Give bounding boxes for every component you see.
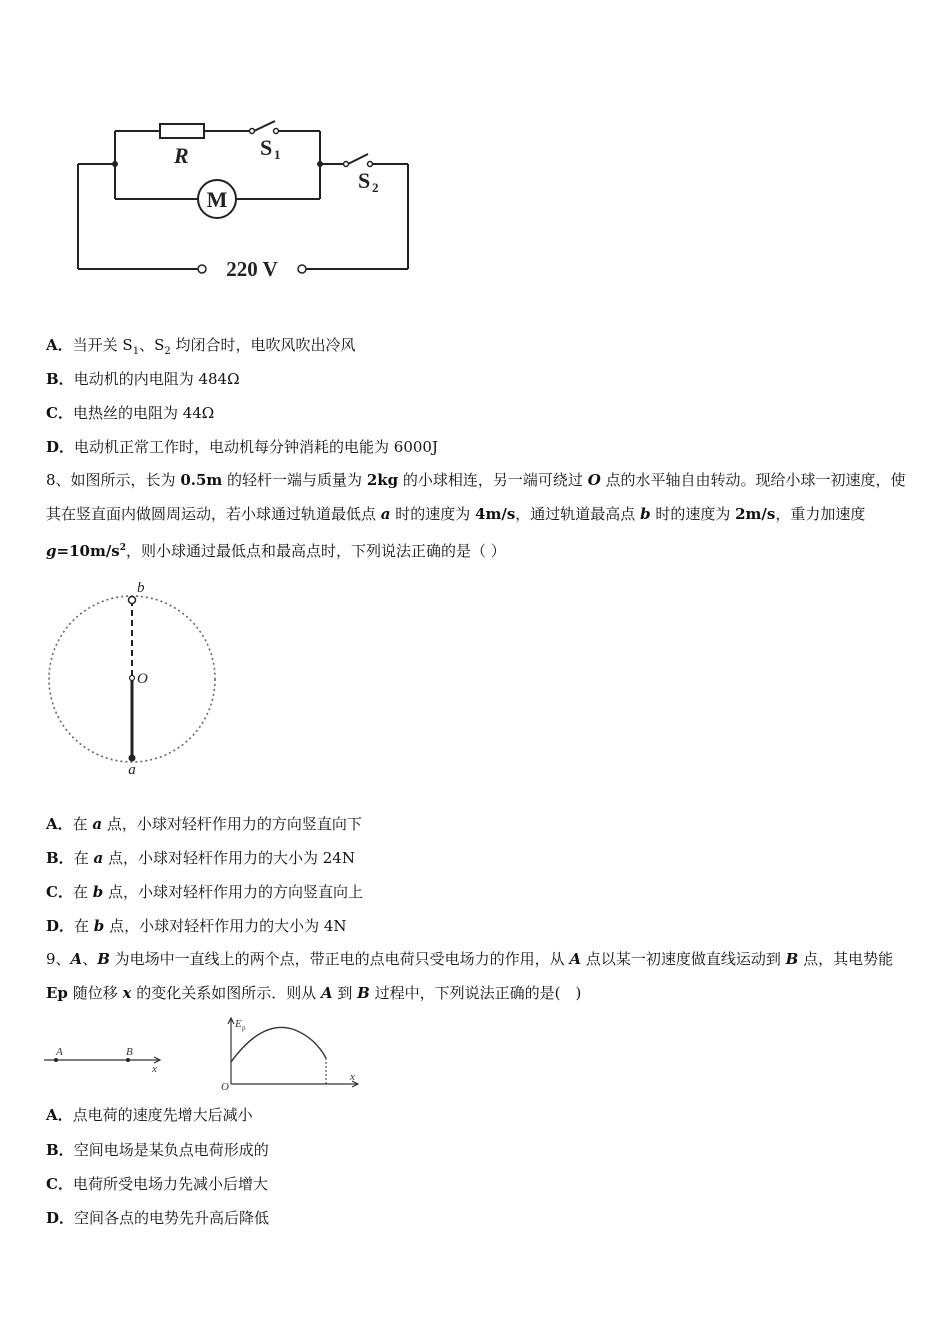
circular-motion-figure [40, 575, 230, 780]
axis-point-b: B [126, 1046, 133, 1058]
q8-option-b: B．在 a 点，小球对轻杆作用力的大小为 24N [46, 849, 355, 867]
q9-option-a: A．点电荷的速度先增大后减小 [46, 1106, 253, 1124]
q7-option-a: A．当开关 $S_1$、$S_2$ 均闭合时，电吹风吹出冷风 [46, 336, 356, 357]
resistor-label: R [174, 143, 189, 168]
q8-stem: 8、如图所示，长为 0.5m 的轻杆一端与质量为 2kg 的小球相连，另一端可绕过 O 点的水平轴自由转动。现给小球一初速度，使其在竖直面内做圆周运动，若小球通过轨道最低点 a 时的速度为 4m/s，通过轨道最高点 b 时的速度为 2m/s，重力加速度 $g=10m/s^2$，则小球通过最低点和最高点时，下列说法正确的是（ ） [46, 471, 906, 560]
graph-x-label: x [350, 1071, 355, 1083]
q8-option-d: D．在 b 点，小球对轻杆作用力的大小为 4N [46, 917, 347, 935]
s1-label: S [260, 135, 273, 160]
point-b-label: b [137, 580, 145, 596]
q7-option-d: D．电动机正常工作时，电动机每分钟消耗的电能为 6000J [46, 438, 438, 456]
s1-subscript: 1 [274, 147, 281, 162]
ep-axis-label: E [235, 1018, 242, 1030]
circuit-diagram [70, 118, 420, 283]
point-a-label: a [128, 762, 136, 778]
voltage-label: 220 V [226, 257, 278, 281]
s2-subscript: 2 [372, 180, 379, 195]
s2-label: S [358, 168, 371, 193]
axis-point-a: A [56, 1046, 63, 1058]
point-o-label: O [137, 671, 148, 687]
q7-option-c: C．电热丝的电阻为 44Ω [46, 404, 215, 422]
q7-option-b: B．电动机的内电阻为 484Ω [46, 370, 240, 388]
ab-axis-figure [42, 1040, 172, 1076]
q9-option-c: C．电荷所受电场力先减小后增大 [46, 1175, 268, 1193]
motor-label: M [206, 187, 228, 212]
ep-axis-subscript: p [242, 1024, 246, 1032]
q9-stem: 9、A、B 为电场中一直线上的两个点，带正电的点电荷只受电场力的作用，从 A 点以某一初速度做直线运动到 B 点，其电势能 Ep 随位移 x 的变化关系如图所示．则从 A 到 B 过程中，下列说法正确的是( ) [46, 950, 894, 1002]
axis-x-label: x [152, 1063, 157, 1075]
q9-option-b: B．空间电场是某负点电荷形成的 [46, 1141, 269, 1159]
origin-label: O [221, 1081, 229, 1092]
q8-option-c: C．在 b 点，小球对轻杆作用力的方向竖直向上 [46, 883, 364, 901]
ep-x-graph [218, 1012, 368, 1092]
q9-option-d: D．空间各点的电势先升高后降低 [46, 1209, 270, 1227]
q8-option-a: A．在 a 点，小球对轻杆作用力的方向竖直向下 [46, 815, 362, 833]
